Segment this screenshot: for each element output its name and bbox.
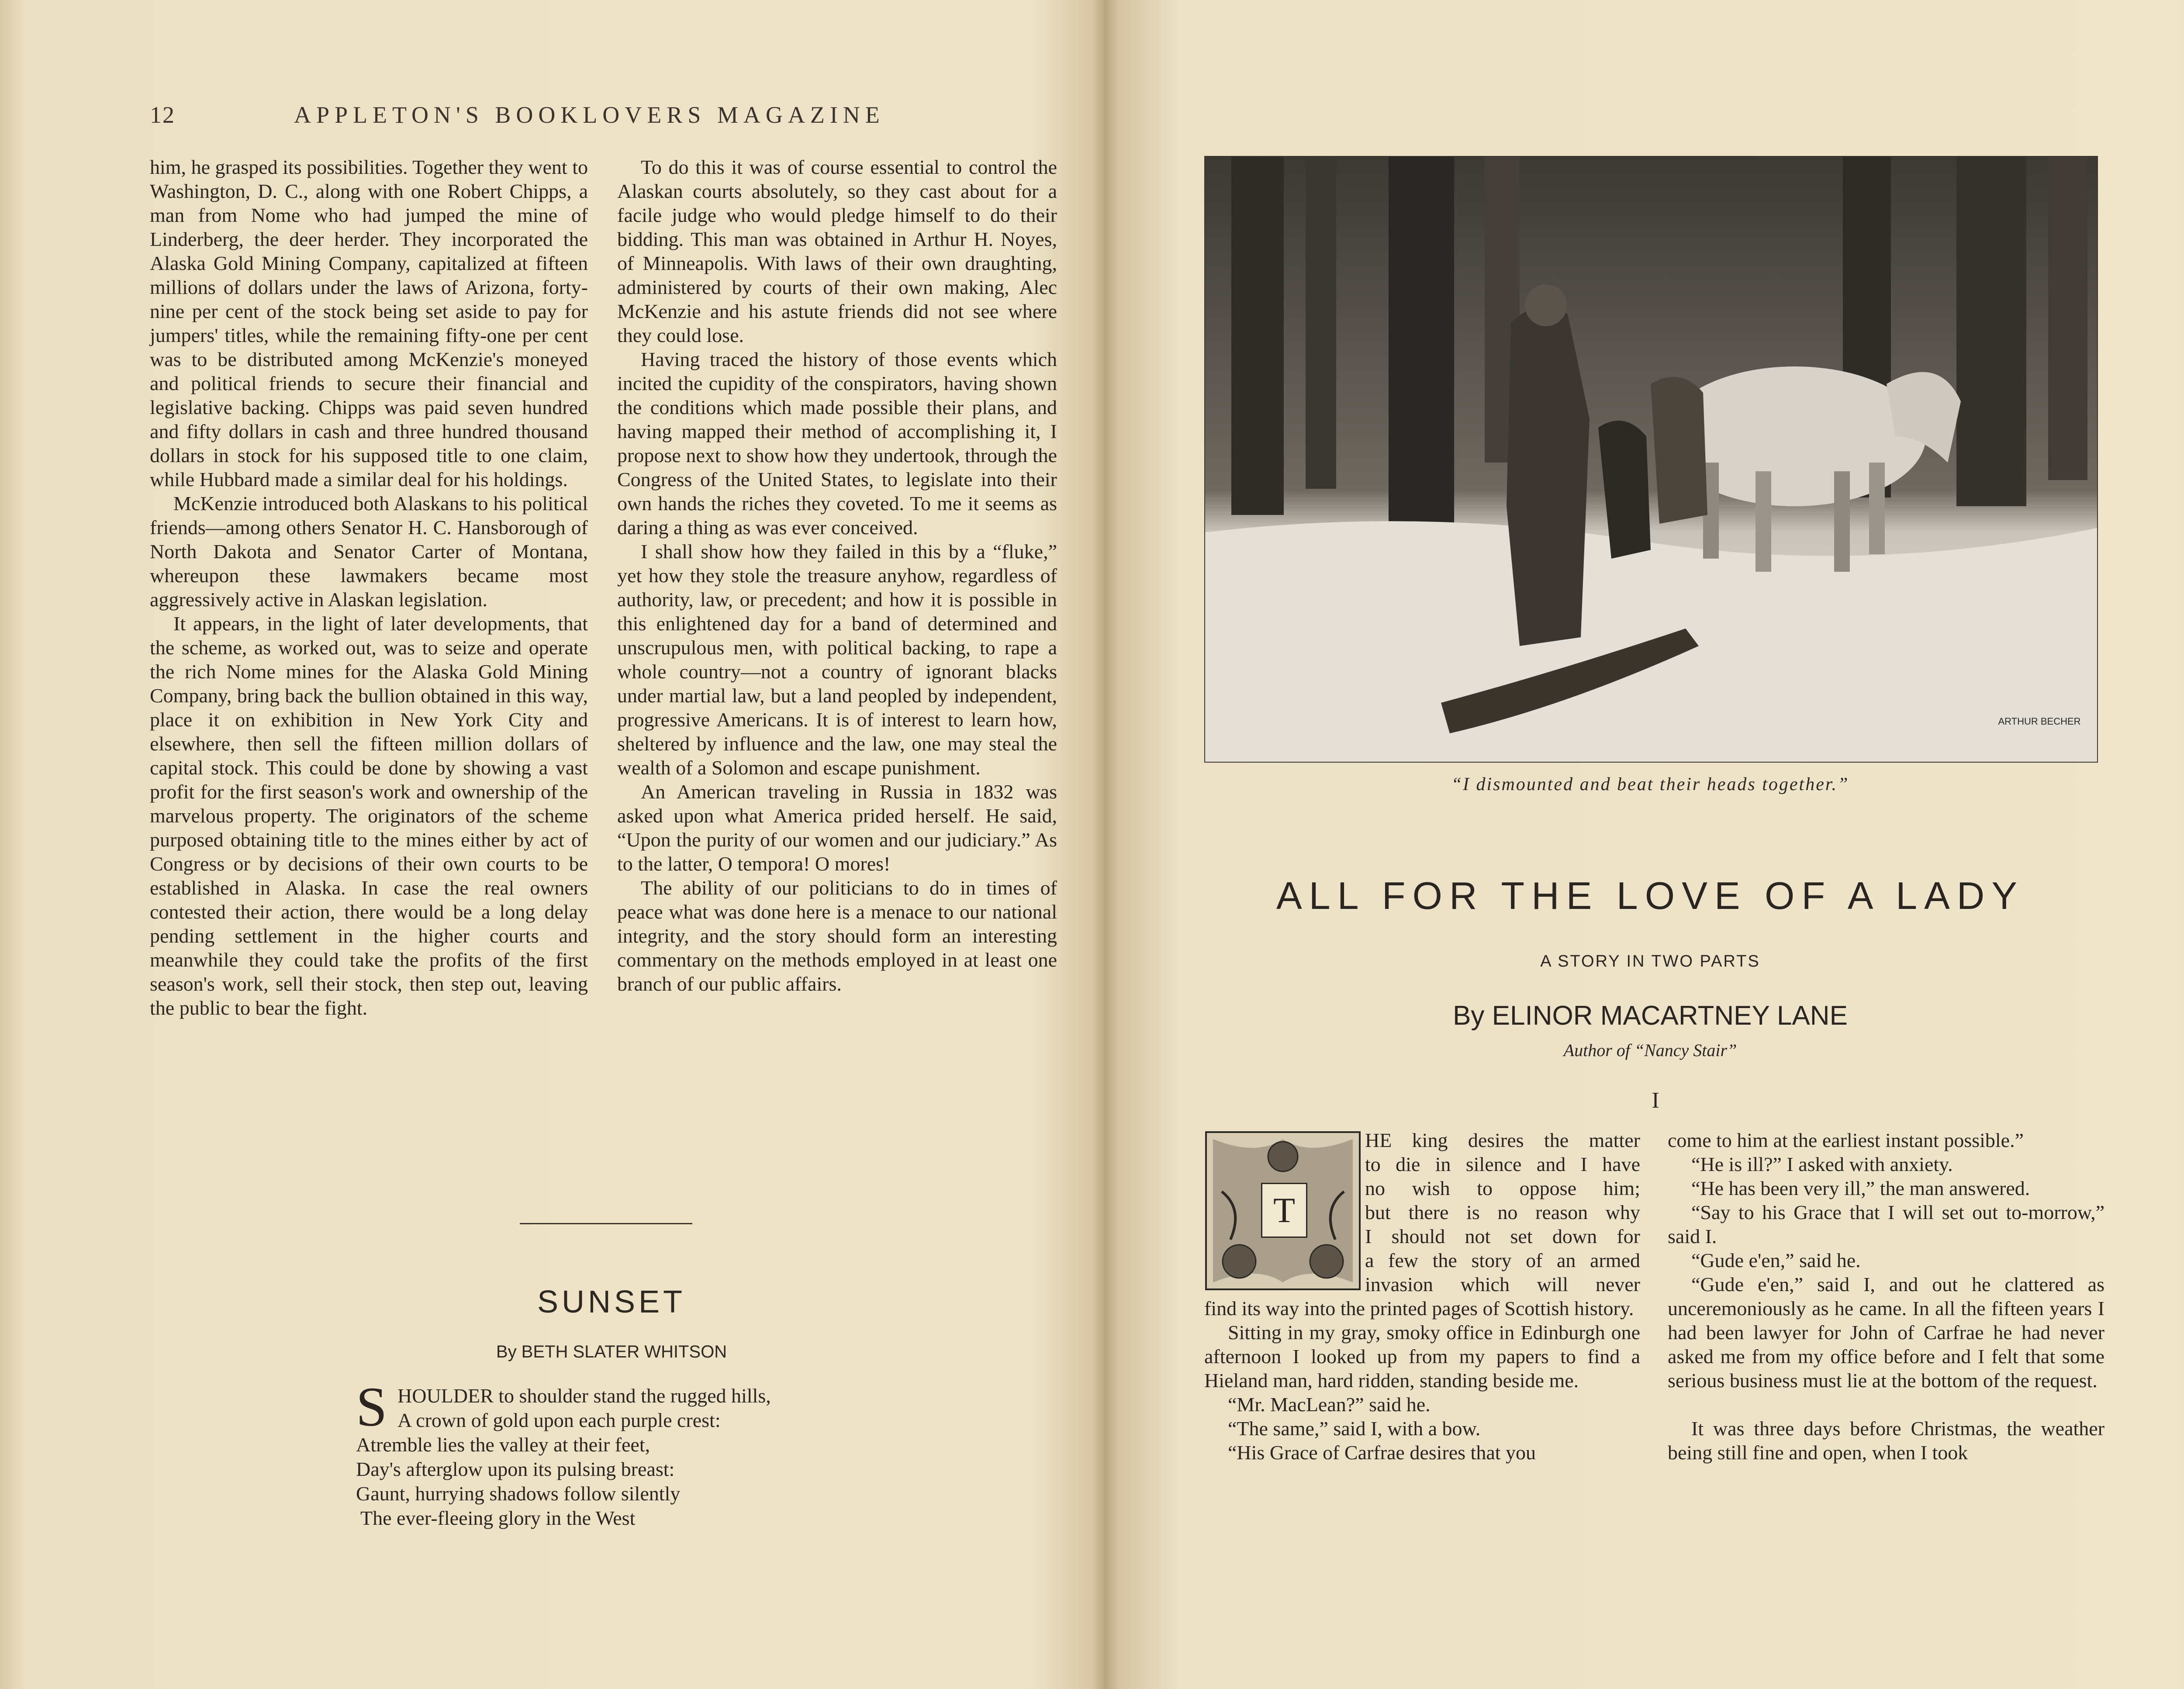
- text-line: HE king desires the matter: [1365, 1129, 1640, 1151]
- story-title: ALL FOR THE LOVE OF A LADY: [1276, 874, 2025, 917]
- paragraph: It appears, in the light of later developments, that the scheme, as worked out, was to seize and operate the rich Nome mines for the Alaska Gold Mining Company, bring back the bullion obtained in this way, place it on exhibition in New York City and elsewhere, then sell the fifteen million dollars of capital stock. This could be done by showing a vast profit for the first season's work and ownership of the marvelous property. The originators of the scheme purposed obtaining title to the mines either by act of Congress or by decisions of their own courts to be established in Alaska. In case the real owners contested their action, there would be a long delay pending settlement in the higher courts and meanwhile they could take the profits of the first season's work, sell their stock, then step out, leaving the public to bear the fight.: [150, 612, 588, 1019]
- story-illustration: [1204, 156, 2098, 763]
- paragraph: come to him at the earliest instant possible.”: [1668, 1129, 2024, 1151]
- magazine-title: APPLETON'S BOOKLOVERS MAGAZINE: [294, 102, 885, 128]
- section-divider: [520, 1223, 692, 1224]
- text-line: I should not set down for: [1365, 1225, 1640, 1247]
- paragraph: McKenzie introduced both Alaskans to his political friends—among others Senator H. C. Hansborough of North Dakota and Senator Carter of Montana, whereupon these lawmakers became most aggressively active in Alaskan legislation.: [150, 492, 588, 611]
- paragraph: It was three days before Christmas, the weather being still fine and open, when I took: [1668, 1417, 2105, 1464]
- dropcap-letter: T: [1261, 1183, 1307, 1238]
- left-column-1: [150, 155, 588, 1020]
- paragraph: “His Grace of Carfrae desires that you: [1228, 1441, 1536, 1464]
- poem-line: S HOULDER to shoulder stand the rugged hills,: [356, 1376, 771, 1438]
- paragraph: Sitting in my gray, smoky office in Edinburgh one afternoon I looked up from my papers to find a Hieland man, hard ridden, standing beside me.: [1204, 1321, 1640, 1392]
- ornamental-dropcap: [1204, 1130, 1362, 1291]
- story-byline: By ELINOR MACARTNEY LANE: [1453, 1001, 1848, 1031]
- poem-byline: By BETH SLATER WHITSON: [496, 1342, 727, 1361]
- poem-line: A crown of gold upon each purple crest:: [397, 1409, 721, 1431]
- paragraph: “The same,” said I, with a bow.: [1228, 1417, 1481, 1440]
- paragraph-spacer: [1668, 1392, 2105, 1416]
- poem-title: SUNSET: [537, 1285, 686, 1319]
- paragraph: find its way into the printed pages of Scottish history.: [1204, 1297, 1634, 1319]
- poem-line: Atremble lies the valley at their feet,: [356, 1433, 650, 1456]
- paragraph: Having traced the history of those events which incited the cupidity of the conspirators, having shown the conditions which made possible their plans, and having mapped their method of accomplishing it, I propose next to show how they undertook, through the Congress of the United States, to legislate into their own hands the riches they coveted. To me it seems as daring a thing as was ever conceived.: [617, 348, 1057, 539]
- text-line: invasion which will never: [1365, 1273, 1640, 1295]
- paragraph: “Gude e'en,” said I, and out he clattered as unceremoniously as he came. In all the fifteen years I had been lawyer for John of Carfrae he had never asked me from my office before and I felt that some serious business must lie at the bottom of the request.: [1668, 1273, 2105, 1392]
- opening-lines: [1365, 1128, 1640, 1296]
- paragraph: I shall show how they failed in this by a “fluke,” yet how they stole the treasure anyhow, regardless of authority, law, or precedent; and how it is possible in this enlightened day for a band of determined and unscrupulous men, with political backing, to rape a whole country—not a country of ignorant blacks under martial law, but a land peopled by independent, progressive Americans. It is of interest to learn how, sheltered by influence and the law, one may steal the wealth of a Solomon and escape punishment.: [617, 540, 1057, 779]
- paragraph: “Mr. MacLean?” said he.: [1228, 1393, 1431, 1416]
- text-line: but there is no reason why: [1365, 1201, 1640, 1223]
- right-column-2: [1668, 1128, 2105, 1464]
- illustration-caption: “I dismounted and beat their heads together.”: [1451, 774, 1849, 794]
- paragraph: “He has been very ill,” the man answered.: [1691, 1177, 2030, 1199]
- text-line: a few the story of an armed: [1365, 1249, 1640, 1271]
- page-number: 12: [150, 102, 175, 128]
- paragraph: The ability of our politicians to do in times of peace what was done here is a menace to our national integrity, and the story should form an interesting commentary on the methods employed in at least one branch of our public affairs.: [617, 877, 1057, 995]
- part-number: I: [1652, 1088, 1659, 1113]
- artist-signature: ARTHUR BECHER: [1998, 716, 2081, 727]
- right-column-1: [1204, 1296, 1640, 1464]
- poem-body: [356, 1376, 924, 1530]
- paragraph: An American traveling in Russia in 1832 was asked upon what America prided herself. He said, “Upon the purity of our women and our judiciary.” As to the latter, O tempora! O mores!: [617, 781, 1057, 875]
- paragraph: “He is ill?” I asked with anxiety.: [1691, 1153, 1953, 1175]
- poem-line: Day's afterglow upon its pulsing breast:: [356, 1458, 675, 1480]
- text-line: to die in silence and I have: [1365, 1153, 1640, 1175]
- running-head: [150, 101, 914, 132]
- text-line: no wish to oppose him;: [1365, 1177, 1640, 1199]
- poem-line: Gaunt, hurrying shadows follow silently: [356, 1482, 681, 1505]
- paragraph: “Say to his Grace that I will set out to-morrow,” said I.: [1668, 1201, 2105, 1247]
- poem-dropcap: S: [356, 1376, 387, 1438]
- author-credit: Author of “Nancy Stair”: [1563, 1040, 1737, 1060]
- paragraph: “Gude e'en,” said he.: [1691, 1249, 1861, 1271]
- left-column-2: [617, 155, 1057, 996]
- story-subtitle: A STORY IN TWO PARTS: [1540, 952, 1760, 971]
- paragraph: To do this it was of course essential to control the Alaskan courts absolutely, so they cast about for a facile judge who would pledge himself to do their bidding. This man was obtained in Arthur H. Noyes, of Minneapolis. With laws of their own draughting, administered by courts of their own making, Alec McKenzie and his astute friends did not see where they could lose.: [617, 156, 1057, 346]
- poem-line: The ever-fleeing glory in the West: [360, 1507, 636, 1529]
- paragraph: him, he grasped its possibilities. Together they went to Washington, D. C., along with one Robert Chipps, a man from Nome who had jumped the mine of Linderberg, the deer herder. They incorporated the Alaska Gold Mining Company, capitalized at fifteen millions of dollars under the laws of Arizona, forty-nine per cent of the stock being set aside to pay for jumpers' titles, while the remaining fifty-one per cent was to be distributed among McKenzie's moneyed and political friends to secure their financial and legislative backing. Chipps was paid seven hundred and fifty dollars in cash and three hundred thousand dollars in stock for his supposed title to one claim, while Hubbard made a similar deal for his holdings.: [150, 156, 588, 490]
